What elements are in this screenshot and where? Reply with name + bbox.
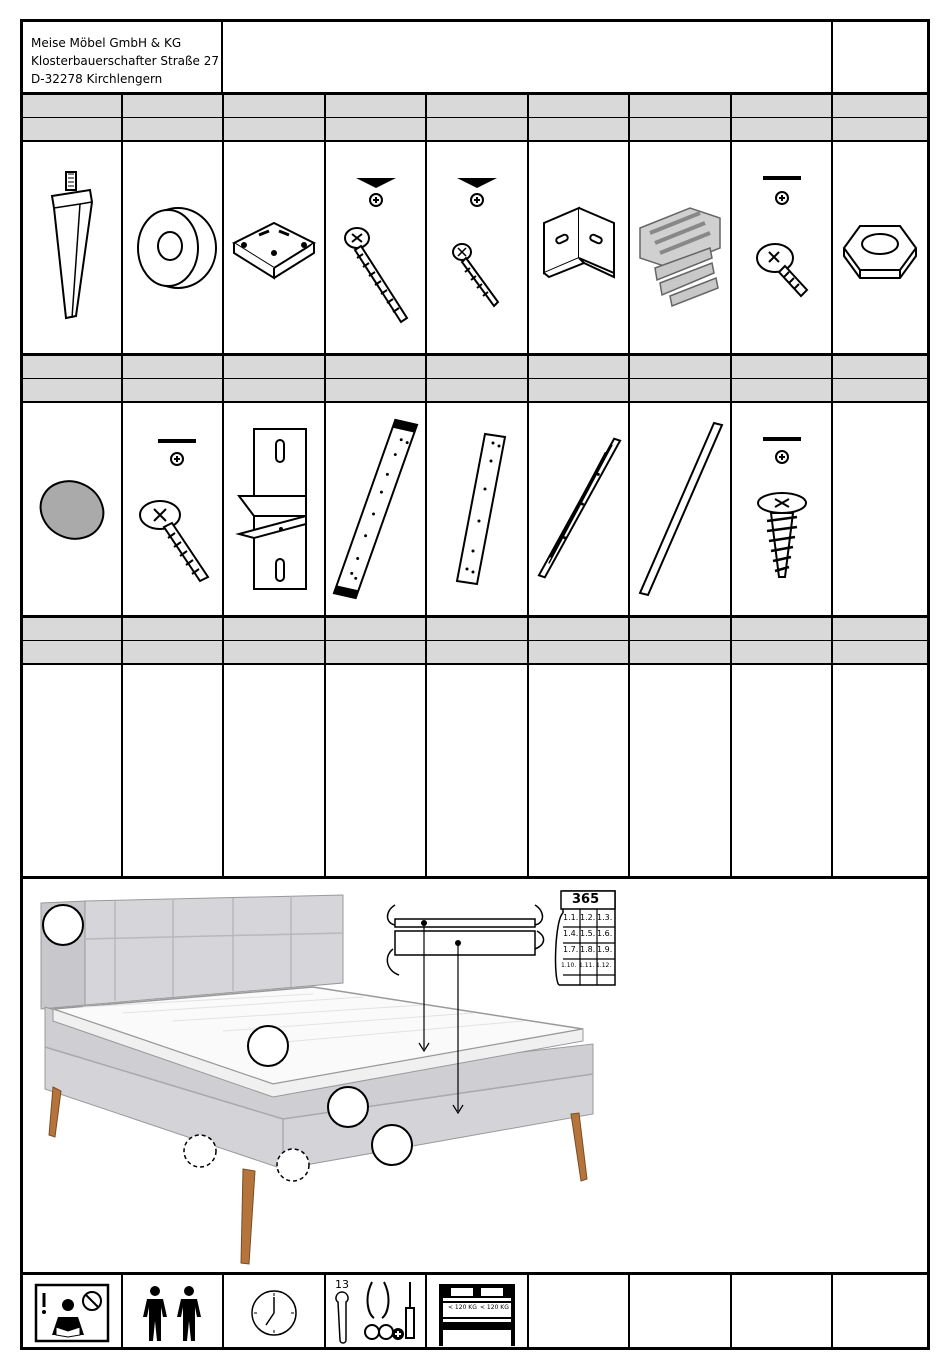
leg-icon [23,142,121,353]
pan-head-screw-icon [732,403,831,615]
angle-bracket-icon [529,142,628,353]
part-number-row-3 [23,618,927,640]
part-number-row-1 [23,95,927,117]
calendar-cell: 1.5. [580,929,596,938]
bed-illustration [23,879,927,1272]
footer-col-line [730,1275,732,1350]
footer-col-line [628,1275,630,1350]
company-address [31,34,219,88]
thin-slat-icon [630,403,730,615]
calendar-cell: 1.1. [563,913,579,922]
corner-bracket-icon [224,142,324,353]
company-city: D-32278 Kirchlengern [31,72,163,86]
part-qty-row-2 [23,379,927,401]
hinge-bracket-icon [224,403,324,615]
calendar-cell: 1.10. [561,962,577,969]
medium-rail-icon [427,403,527,615]
calendar-cell: 1.11. [579,962,595,969]
bed-load-icon [427,1275,527,1350]
company-street: Klosterbauerschafter Straße 27 [31,54,220,68]
calendar-cell: 1.3. [597,913,613,922]
header-divider-right [831,22,833,92]
calendar-cell: 1.7. [563,945,579,954]
row-line [23,663,927,665]
company-name: Meise Möbel GmbH & KG [31,36,182,50]
machine-bolt-icon [123,403,222,615]
wrench-size: 13 [335,1278,349,1291]
long-screw-icon [326,142,425,353]
calendar-cell: 1.9. [597,945,613,954]
bolt-icon [732,142,831,353]
bed-weight-right: < 120 KG [480,1304,509,1311]
read-manual-icon [23,1275,121,1350]
hex-nut-icon [833,142,927,353]
header-divider-left [221,22,223,92]
footer-col-line [527,1275,529,1350]
slotted-rail-icon [529,403,628,615]
two-persons-icon [123,1275,222,1350]
footer-col-line [831,1275,833,1350]
calendar-cell: 1.6. [597,929,613,938]
calendar-cell: 1.8. [580,945,596,954]
clock-icon [224,1275,324,1350]
long-rail-icon [326,403,425,615]
connector-clips-icon [630,142,730,353]
short-screw-icon [427,142,527,353]
bed-weight-left: < 120 KG [448,1304,477,1311]
part-number-row-2 [23,356,927,378]
calendar-cell: 1.4. [563,929,579,938]
calendar-cell: 1.12. [596,962,612,969]
assembly-sheet [20,19,930,1350]
felt-pad-icon [23,403,121,615]
calendar-year: 365 [572,892,600,907]
part-qty-row-3 [23,641,927,663]
calendar-cell: 1.2. [580,913,596,922]
washer-icon [123,142,222,353]
part-qty-row-1 [23,118,927,140]
